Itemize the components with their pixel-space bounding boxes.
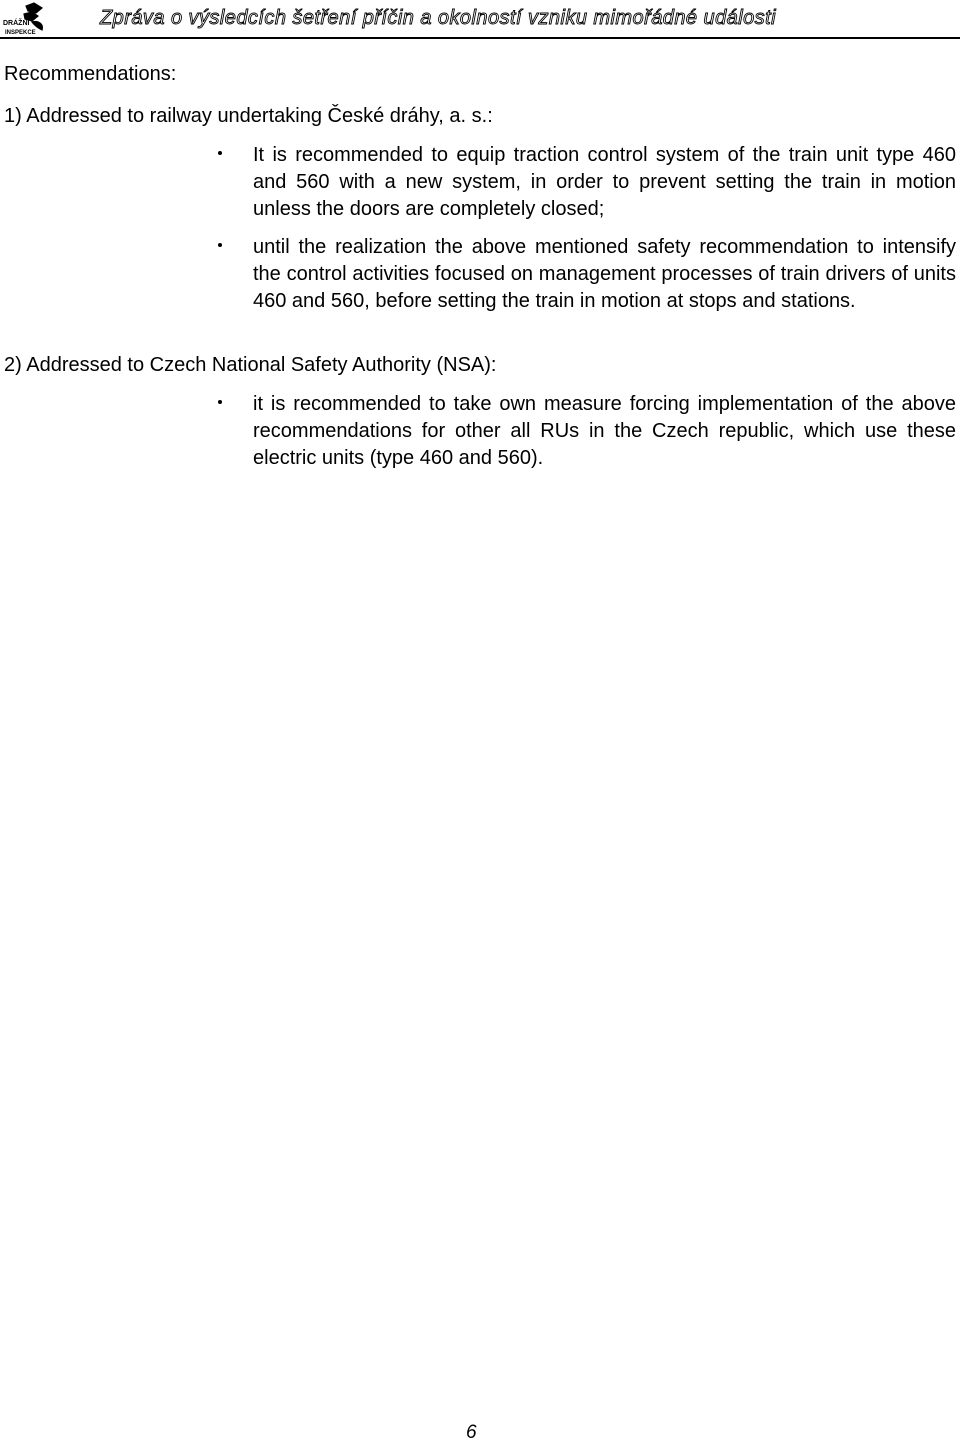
logo-text-line1: DRÁŽNÍ [3,20,30,27]
bullet-icon [218,151,222,155]
bullet-icon [218,400,222,404]
recommendations-heading: Recommendations: [4,63,177,85]
section-1-label: 1) Addressed to railway undertaking České dráhy, a. s.: [4,105,493,127]
page-number: 6 [466,1422,477,1443]
bullet-text: It is recommended to equip traction control system of the train unit type 460 and 560 with a new system, in order to prevent setting the train in motion unless the doors are completely closed; [253,144,956,220]
bullet-text: it is recommended to take own measure forcing implementation of the above recommendations for other all RUs in the Czech republic, which use these electric units (type 460 and 560). [253,393,956,469]
report-title: Zpráva o výsledcích šetření příčin a okolností vzniku mimořádné události [100,7,777,29]
header-rule [0,37,960,39]
bullet-icon [218,243,222,247]
section-2-label: 2) Addressed to Czech National Safety Authority (NSA): [4,354,497,376]
drazni-inspekce-logo [2,2,46,36]
logo-text-line2: INSPEKCE [5,30,36,36]
bullet-text: until the realization the above mentioned safety recommendation to intensify the control activities focused on management processes of train drivers of units 460 and 560, before setting the train in motion at stops and stations. [253,236,956,312]
page-header [0,0,960,38]
